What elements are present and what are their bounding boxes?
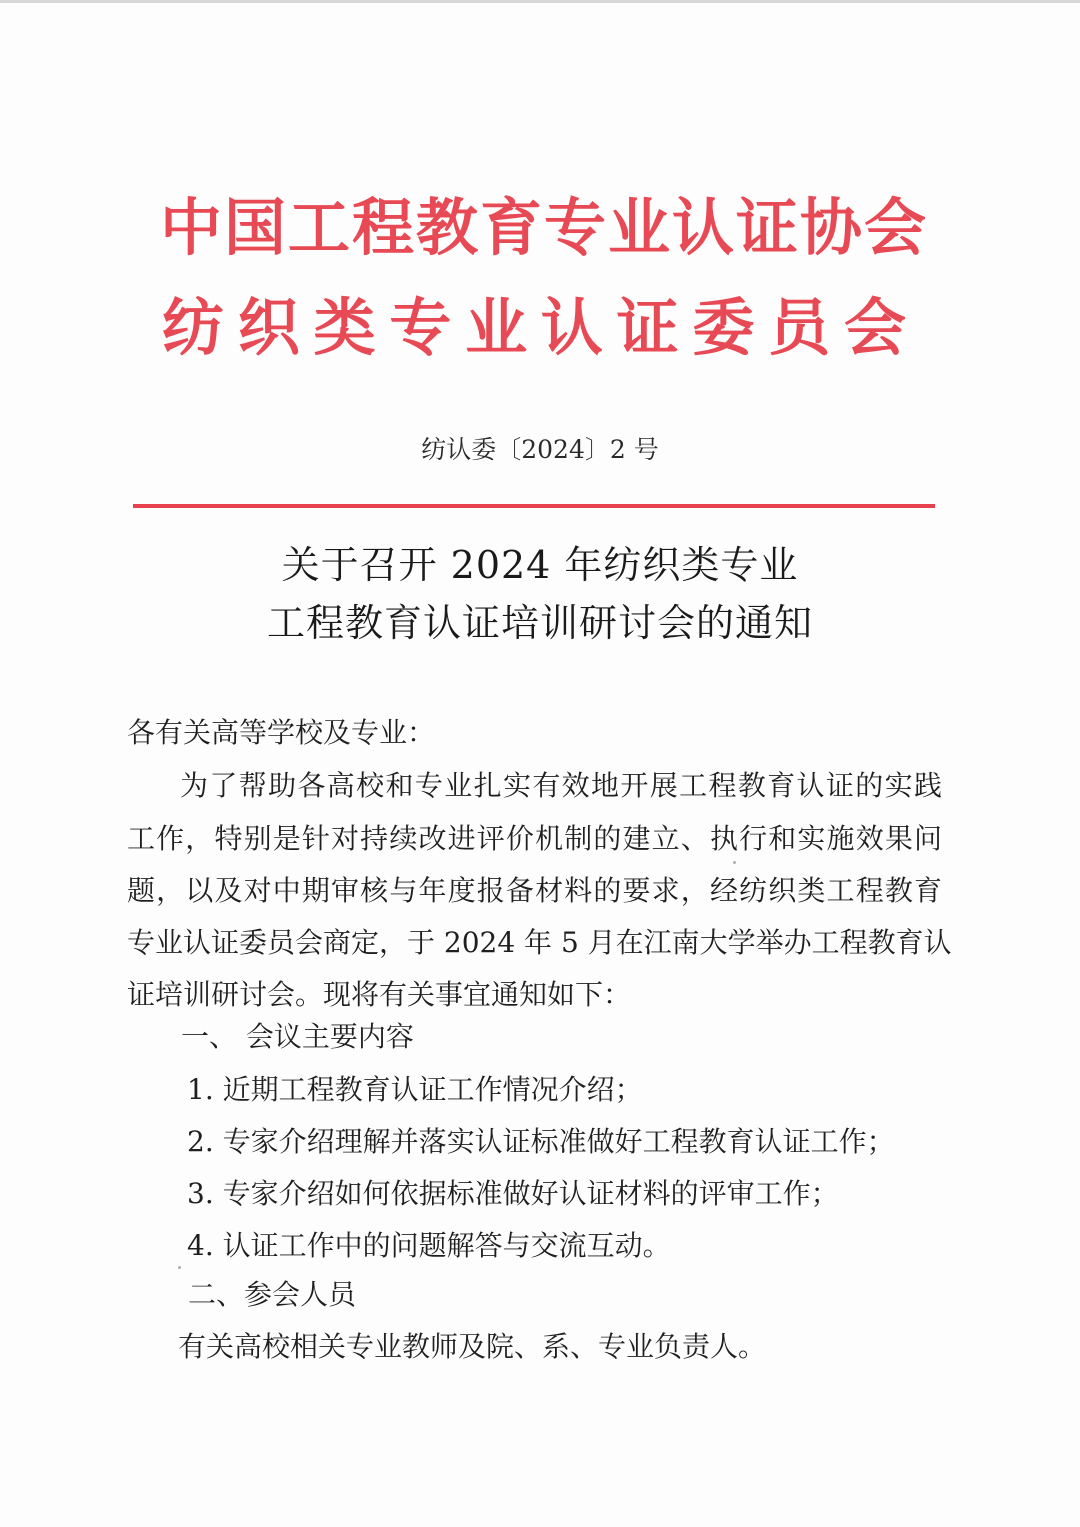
paragraph-line: 专业认证委员会商定，于 2024 年 5 月在江南大学举办工程教育认 [127, 926, 952, 959]
participants-text: 有关高校相关专业教师及院、系、专业负责人。 [178, 1330, 767, 1363]
list-item: 1. 近期工程教育认证工作情况介绍； [187, 1073, 643, 1106]
scan-top-edge [0, 0, 1080, 3]
salutation: 各有关高等学校及专业： [127, 716, 436, 749]
org-name-line-1: 中国工程教育专业认证协会 [160, 191, 929, 264]
section-heading-meeting-content: 一、 会议主要内容 [181, 1020, 414, 1053]
paragraph-line: 题，以及对中期审核与年度报备材料的要求，经纺织类工程教育 [127, 874, 942, 907]
paragraph-line: 为了帮助各高校和专业扎实有效地开展工程教育认证的实践 [180, 769, 942, 802]
scan-speck [178, 1266, 181, 1269]
list-item: 4. 认证工作中的问题解答与交流互动。 [187, 1229, 671, 1262]
paragraph-line: 工作，特别是针对持续改进评价机制的建立、执行和实施效果问 [127, 822, 942, 855]
scan-speck [733, 861, 736, 864]
section-heading-participants: 二、参会人员 [188, 1278, 357, 1311]
paragraph-line: 证培训研讨会。现将有关事宜通知如下： [127, 978, 632, 1011]
notice-title-line-1: 关于召开 2024 年纺织类专业 [281, 543, 799, 587]
notice-title-line-2: 工程教育认证培训研讨会的通知 [266, 601, 813, 645]
list-item: 2. 专家介绍理解并落实认证标准做好工程教育认证工作； [187, 1125, 895, 1158]
list-item: 3. 专家介绍如何依据标准做好认证材料的评审工作； [187, 1177, 839, 1210]
org-name-line-2: 纺织类专业认证委员会 [162, 291, 908, 364]
document-number: 纺认委〔2024〕2 号 [421, 435, 659, 464]
red-divider-line [133, 504, 935, 508]
